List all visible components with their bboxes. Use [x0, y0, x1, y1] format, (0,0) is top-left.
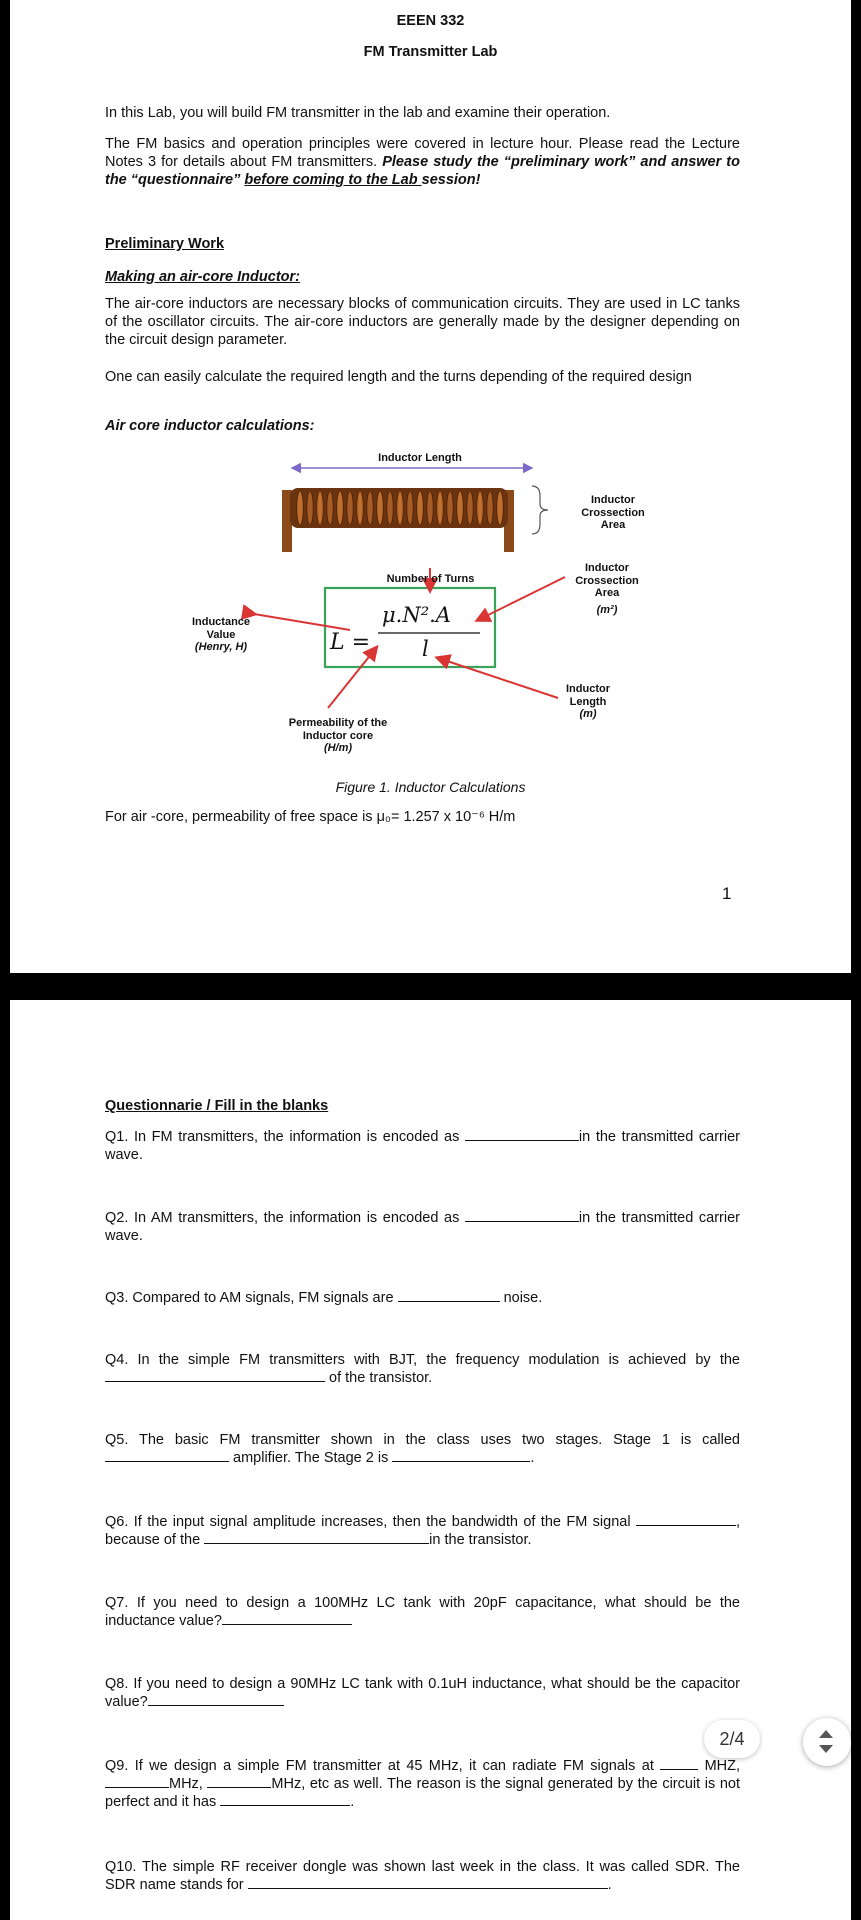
q9-blank-1[interactable] [660, 1757, 698, 1770]
page-indicator: 2/4 [704, 1720, 760, 1758]
q9-blank-2[interactable] [105, 1775, 169, 1788]
length-pointer-arrow [438, 658, 558, 698]
q7-blank[interactable] [222, 1612, 352, 1625]
lecture-notes-paragraph: The FM basics and operation principles were covered in lecture hour. Please read the Lecture Notes 3 for details about FM transmitters. Please study the “preliminary work” and answer to the “questionnaire” before coming to the Lab session! [105, 136, 740, 188]
question-q10: Q10. The simple RF receiver dongle was shown last week in the class. It was called SDR. The SDR name stands for . [105, 1859, 740, 1893]
coil-turns [290, 488, 508, 528]
page-number: 1 [722, 884, 732, 903]
air-core-description: The air-core inductors are necessary blocks of communication circuits. They are used in LC tanks of the oscillator circuits. The air-core inductors are generally made by the designer depending on the circuit design parameter. [105, 296, 740, 348]
permeability-arrow [328, 648, 376, 708]
crossection-brace [532, 486, 548, 534]
question-q2: Q2. In AM transmitters, the information is encoded as in the transmitted carrier wave. [105, 1210, 740, 1244]
calculation-intro: One can easily calculate the required length and the turns depending of the required design [105, 369, 692, 385]
permeability-label: Permeability of the Inductor core (H/m) [288, 717, 388, 754]
question-q1: Q1. In FM transmitters, the information is encoded as in the transmitted carrier wave. [105, 1129, 740, 1163]
air-core-permeability-note: For air -core, permeability of free space is μ₀= 1.257 x 10⁻⁶ H/m [105, 809, 516, 825]
inductor-length-label: Inductor Length (m) [566, 683, 610, 720]
question-q5: Q5. The basic FM transmitter shown in the class uses two stages. Stage 1 is called amplifier. The Stage 2 is . [105, 1432, 740, 1466]
inductance-label: Inductance Value (Henry, H) [191, 616, 251, 653]
q9-blank-4[interactable] [220, 1793, 350, 1806]
q5-blank-1[interactable] [105, 1449, 229, 1462]
preliminary-work-heading: Preliminary Work [105, 236, 225, 252]
question-q3: Q3. Compared to AM signals, FM signals are noise. [105, 1290, 543, 1306]
page-scroll-control[interactable] [803, 1718, 851, 1766]
q5-blank-2[interactable] [392, 1449, 530, 1462]
formula-denominator: l [422, 637, 429, 661]
chevron-down-icon[interactable] [819, 1745, 833, 1753]
crossection-top-label: Inductor Crossection Area [581, 494, 645, 531]
length-label: Inductor Length [378, 452, 462, 464]
question-q8: Q8. If you need to design a 90MHz LC tank with 0.1uH inductance, what should be the capacitor value? [105, 1676, 740, 1710]
intro-paragraph: In this Lab, you will build FM transmitter in the lab and examine their operation. [105, 105, 611, 121]
q10-blank[interactable] [248, 1876, 608, 1889]
questionnaire-heading: Questionnarie / Fill in the blanks [105, 1098, 329, 1114]
q2-blank[interactable] [465, 1209, 579, 1222]
document-page-2 [10, 1000, 851, 1920]
inductor-figure [10, 440, 851, 795]
formula-lhs: L = [330, 630, 371, 655]
q6-blank-1[interactable] [636, 1513, 736, 1526]
q9-blank-3[interactable] [207, 1775, 271, 1788]
document-page-1 [10, 0, 851, 973]
q8-blank[interactable] [148, 1693, 284, 1706]
question-q6: Q6. If the input signal amplitude increases, then the bandwidth of the FM signal , because of the in the transistor. [105, 1514, 740, 1548]
air-core-inductor-heading: Making an air-core Inductor: [105, 269, 300, 285]
lab-title: FM Transmitter Lab [363, 44, 498, 60]
question-q4: Q4. In the simple FM transmitters with BJT, the frequency modulation is achieved by the of the transistor. [105, 1352, 740, 1386]
q3-blank[interactable] [398, 1289, 500, 1302]
question-q9: Q9. If we design a simple FM transmitter at 45 MHz, it can radiate FM signals at MHZ, MHz, MHz, etc as well. The reason is the signal generated by the circuit is not perfect and it has . [105, 1758, 740, 1810]
chevron-up-icon[interactable] [819, 1730, 833, 1738]
air-core-calc-heading: Air core inductor calculations: [105, 418, 315, 434]
formula-box [325, 588, 495, 667]
course-code: EEEN 332 [396, 13, 465, 29]
q4-blank[interactable] [105, 1369, 325, 1382]
formula-numerator: μ.N².A [382, 603, 451, 627]
crossection-right-label: Inductor Crossection Area (m²) [575, 562, 639, 616]
turns-label: Number of Turns [386, 573, 475, 585]
question-q7: Q7. If you need to design a 100MHz LC tank with 20pF capacitance, what should be the inductance value? [105, 1595, 740, 1629]
q1-blank[interactable] [465, 1128, 579, 1141]
figure-caption: Figure 1. Inductor Calculations [335, 779, 526, 795]
q6-blank-2[interactable] [204, 1531, 429, 1544]
inductance-arrow [254, 614, 350, 630]
